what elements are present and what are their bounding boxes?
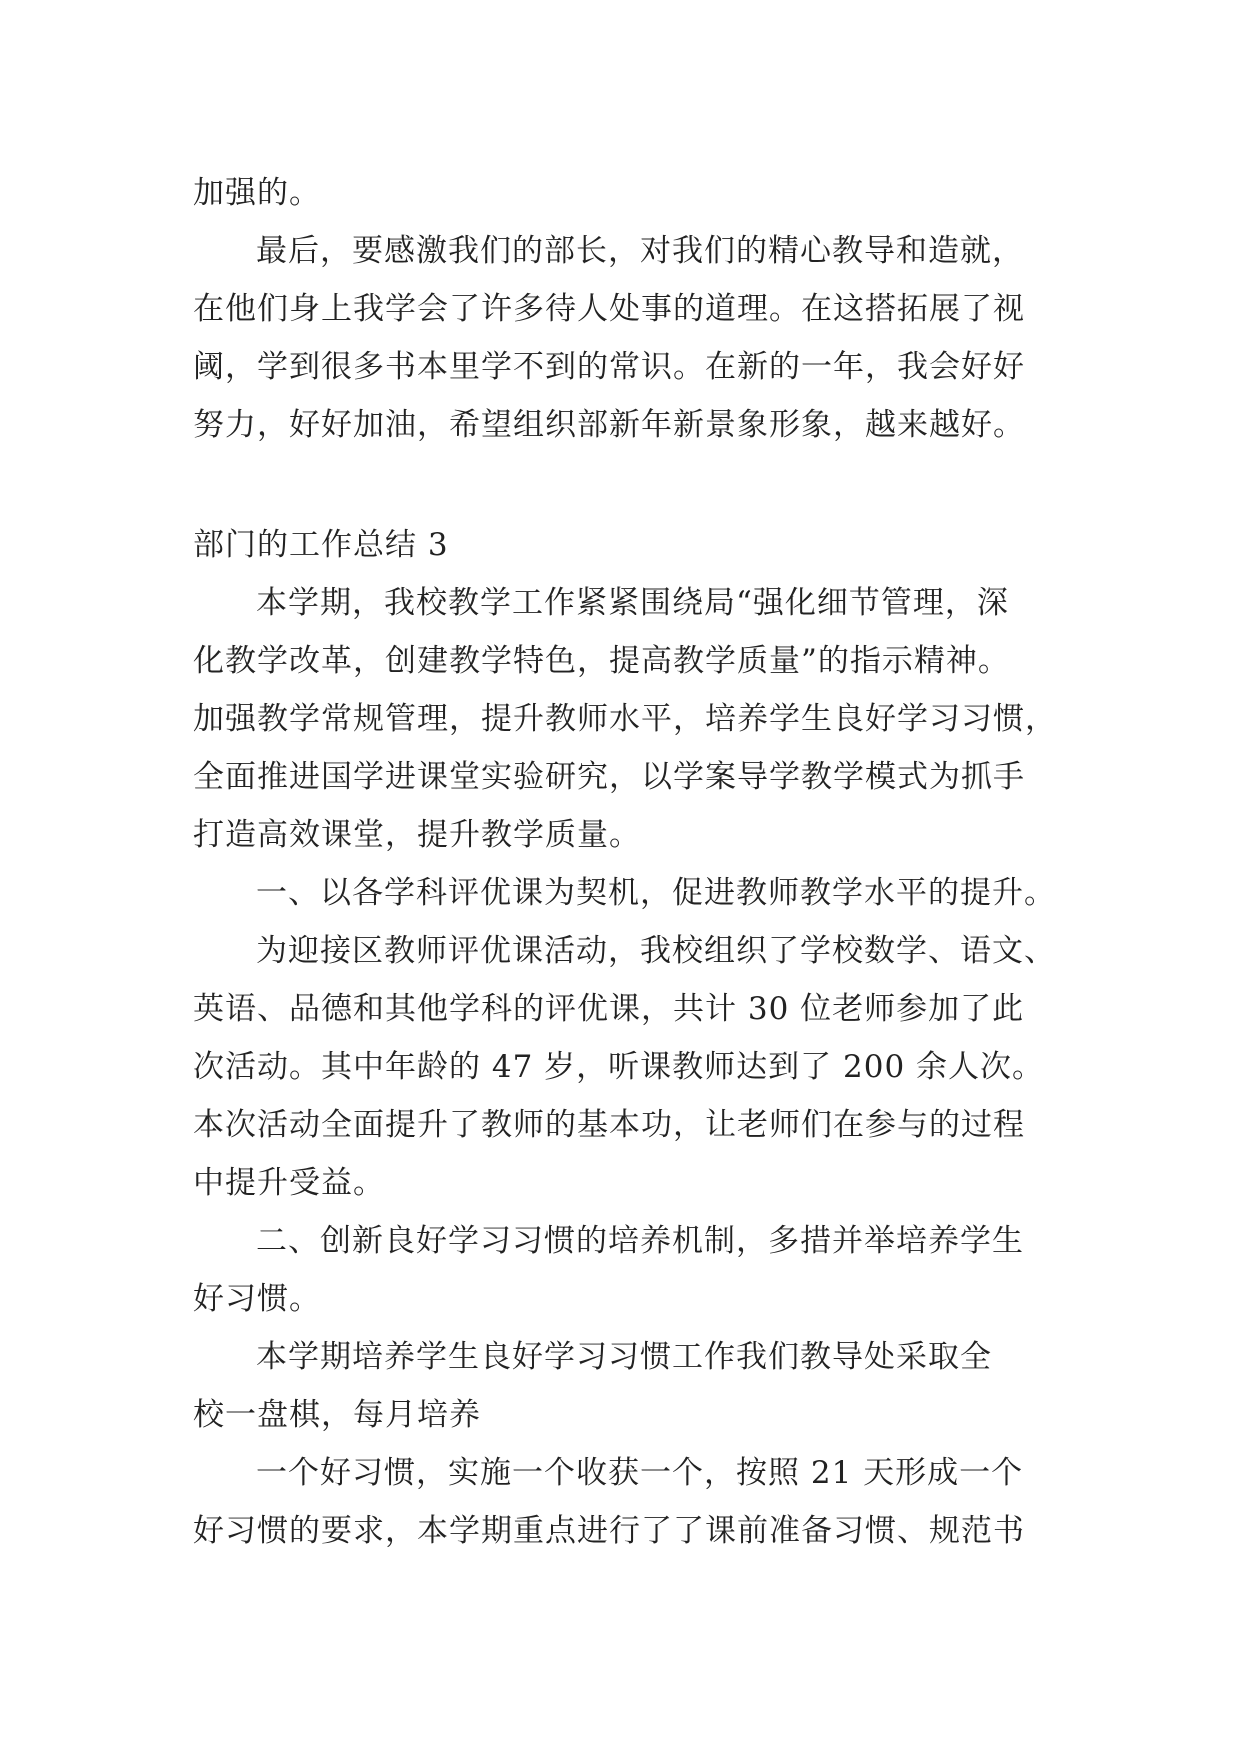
text-line: 阈，学到很多书本里学不到的常识。在新的一年，我会好好	[193, 349, 1025, 385]
text-line: 英语、品德和其他学科的评优课，共计 30 位老师参加了此	[193, 991, 1025, 1027]
text-line: 加强教学常规管理，提升教师水平，培养学生良好学习习惯，	[193, 701, 1057, 737]
text-line: 努力，好好加油，希望组织部新年新景象形象，越来越好。	[193, 407, 1025, 443]
text-line: 中提升受益。	[193, 1165, 385, 1201]
text-line: 为迎接区教师评优课活动，我校组织了学校数学、语文、	[256, 933, 1056, 969]
text-line: 全面推进国学进课堂实验研究，以学案导学教学模式为抓手	[193, 759, 1025, 795]
text-line: 最后，要感激我们的部长，对我们的精心教导和造就，	[256, 233, 1024, 269]
text-line: 次活动。其中年龄的 47 岁，听课教师达到了 200 余人次。	[193, 1049, 1045, 1085]
text-line: 校一盘棋，每月培养	[193, 1397, 481, 1433]
text-line: 好习惯的要求，本学期重点进行了了课前准备习惯、规范书	[193, 1513, 1025, 1549]
text-line: 在他们身上我学会了许多待人处事的道理。在这搭拓展了视	[193, 291, 1025, 327]
document-page	[193, 164, 1063, 1560]
text-line: 加强的。	[193, 175, 321, 211]
text-line: 一个好习惯，实施一个收获一个，按照 21 天形成一个	[256, 1455, 1024, 1491]
section-title: 部门的工作总结 3	[193, 527, 449, 563]
text-line: 本次活动全面提升了教师的基本功，让老师们在参与的过程	[193, 1107, 1025, 1143]
text-line: 打造高效课堂，提升教学质量。	[193, 817, 641, 853]
section-heading: 二、创新良好学习习惯的培养机制，多措并举培养学生	[256, 1223, 1024, 1259]
text-line: 本学期，我校教学工作紧紧围绕局“强化细节管理，深	[256, 585, 1009, 621]
section-heading: 一、以各学科评优课为契机，促进教师教学水平的提升。	[256, 875, 1056, 911]
text-line: 化教学改革，创建教学特色，提高教学质量”的指示精神。	[193, 643, 1010, 679]
text-line: 好习惯。	[193, 1281, 321, 1317]
text-line: 本学期培养学生良好学习习惯工作我们教导处采取全	[256, 1339, 992, 1375]
